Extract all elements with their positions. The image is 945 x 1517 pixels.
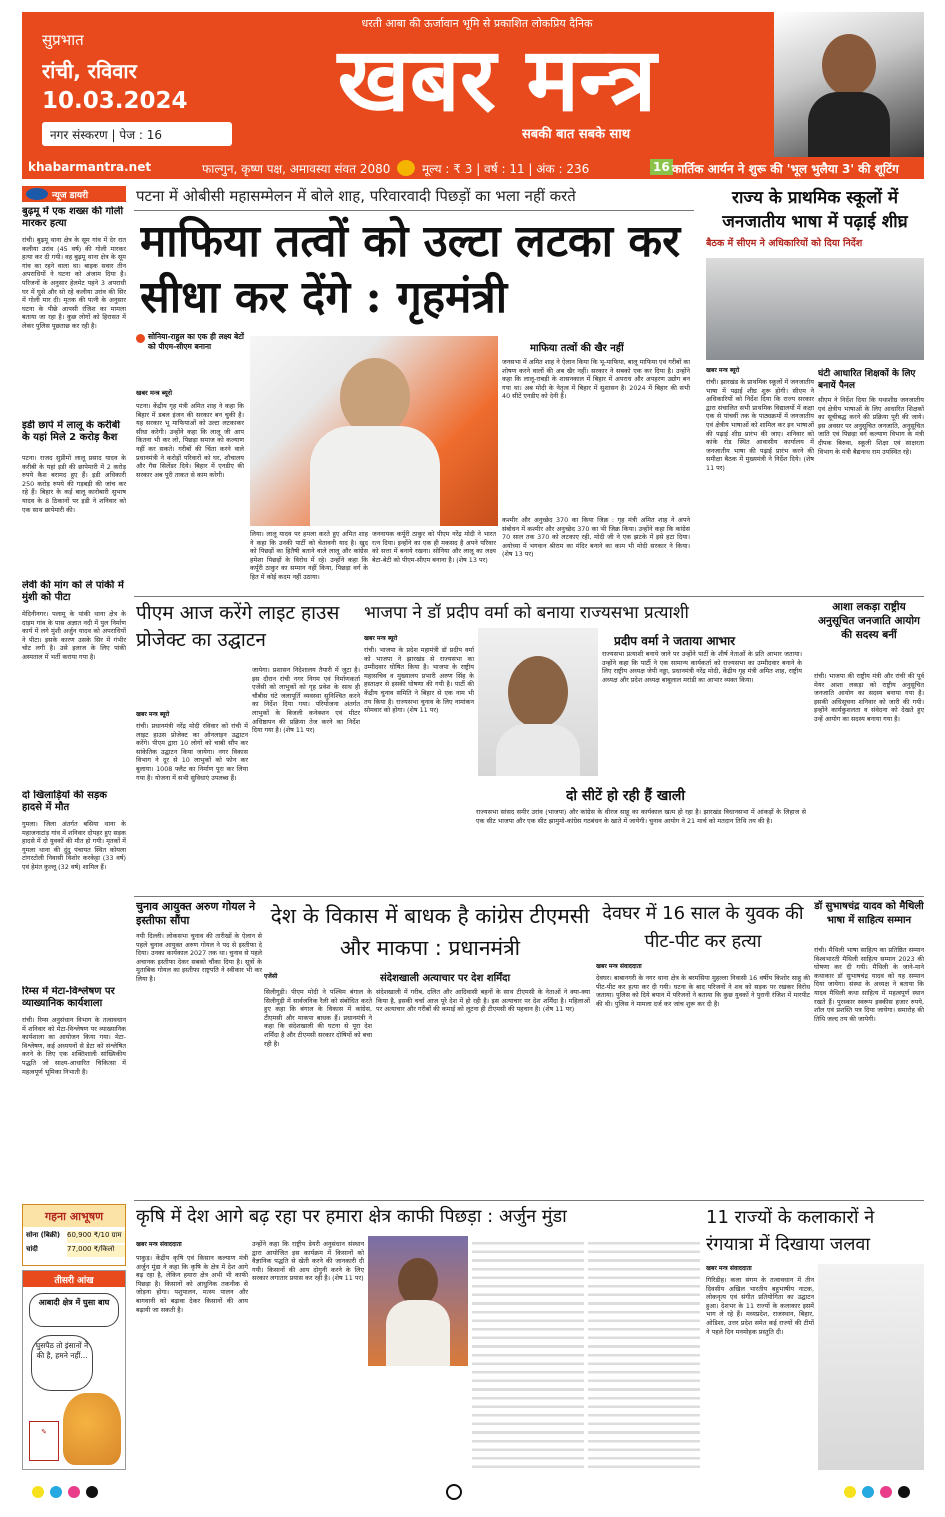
lighthouse-byline: खबर मन्त्र ब्यूरो: [136, 711, 170, 718]
lead-headline: माफिया तत्वों को उल्टा लटका कर सीधा कर देंगे : गृहमंत्री: [140, 216, 681, 323]
bullet-icon: [136, 334, 145, 343]
text-column-texture: [472, 1236, 584, 1470]
maithili-headline: डॉ सुभाषचंद्र यादव को मैथिली भाषा में साहित्य सम्मान: [814, 901, 924, 926]
cartoon-bubble-2: घुसपैठ तो इंसानों ने की है, हमने नहीं...: [31, 1335, 93, 1391]
divider: [134, 210, 694, 211]
gold-value: 60,900 ₹/10 ग्राम: [67, 1231, 125, 1243]
cartoon-signature: ✎: [29, 1421, 59, 1461]
globe-icon: [26, 188, 48, 200]
deoghar-text: देवघर। बाबानगरी के नगर थाना क्षेत्र के बरमसिया मुहल्ला निवासी 16 वर्षीय किशोर साहु की पीट-पीट कर हत्या कर दी गयी। घटना के बाद परिजनों ने शव को सड़क पर रखकर विरोध जताया। पुलिस को दिये बयान में परिजनों ने बताया कि कुछ युवकों ने पुरानी रंजिश में मारपीट की थी। पुलिस ने मामला दर्ज कर जांच शुरू कर दी है।: [596, 974, 810, 1008]
print-color-bar: [22, 1480, 924, 1504]
mafia-box-title: माफिया तत्वों की खैर नहीं: [530, 343, 624, 354]
congress-text: सिलीगुड़ी। पीएम मोदी ने पश्चिम बंगाल के सिलीगुड़ी में सार्वजनिक रैली को संबोधित करते हुए कहा कि बंगाल के विकास में कांग्रेस, टीएमसी और माकपा बाधक हैं। प्रधानमंत्री ने कहा कि संदेशखाली की घटना से पूरा देश शर्मिंदा है और टीएमसी सरकार दोषियों को बचा रही है।: [264, 988, 372, 1048]
artists-text: गिरिडीह। कला संगम के तत्वावधान में तीन दिवसीय अखिल भारतीय बहुभाषीय नाटक, लोकनृत्य एवं संगीत प्रतियोगिता का उद्घाटन हुआ। देशभर के 11 राज्यों के कलाकार इसमें भाग ले रहे हैं। मध्यप्रदेश, राजस्थान, बिहार, ओडिशा, उत्तर प्रदेश समेत कई राज्यों की टीमों ने पहले दिन मनमोहक प्रस्तुति दी।: [706, 1276, 814, 1336]
bjp-subhead: दो सीटें हो रही हैं खाली: [566, 788, 686, 804]
pages-badge: 16: [650, 159, 673, 175]
artists-headline: 11 राज्यों के कलाकारों ने रंगयात्रा में दिखाया जलवा: [706, 1207, 875, 1255]
bjp-headline: भाजपा ने डॉ प्रदीप वर्मा को बनाया राज्यसभा प्रत्याशी: [364, 603, 689, 623]
diary-item3-headline: लेवी की मांग को ले पांकी में मुंशी को पीटा: [22, 580, 124, 603]
silver-label: चांदी: [26, 1245, 38, 1253]
registration-mark-icon: [446, 1484, 462, 1500]
edition-label: नगर संस्करण | पेज : 16: [42, 122, 232, 146]
arjun-byline: खबर मन्त्र संवाददाता: [136, 1241, 182, 1248]
lighthouse-headline: पीएम आज करेंगे लाइट हाउस प्रोजेक्ट का उद्घाटन: [136, 602, 340, 651]
logo-badge-icon: [397, 160, 415, 176]
divider: [134, 896, 924, 897]
divider: [134, 1200, 924, 1201]
school-byline: खबर मन्त्र ब्यूरो: [706, 367, 740, 374]
lead-col2: लिया। लालू यादव पर हमला करते हुए अमित शाह ने कहा कि उनकी पार्टी को चेतावनी याद है। खुद को पिछड़ों का हितैषी बताने वाले लालू और कांग्रेस हमेशा पिछड़ों के विरोध में रहे। उन्होंने कहा कि कर्पूरी ठाकुर का सम्मान नहीं किया, पिछड़ा वर्ग के हित में कोई कदम नहीं उठाया।: [250, 530, 368, 581]
masthead: [22, 12, 924, 157]
election-text: नयी दिल्ली। लोकसभा चुनाव की तारीखों के ऐलान से पहले चुनाव आयुक्त अरुण गोयल ने पद से इस्तीफा दे दिया। उनका कार्यकाल 2027 तक था। चुनाव से पहले अचानक इस्तीफा देकर सबको चौंका दिया है। सूत्रों के मुताबिक गोयल का इस्तीफा राष्ट्रपति ने स्वीकार भी कर लिया है।: [136, 932, 262, 983]
diary-item2-headline: इडी छापे में लालू के करीबी के यहां मिले 2 करोड़ कैश: [22, 420, 121, 443]
lead-byline: खबर मन्त्र ब्यूरो: [136, 389, 173, 397]
lighthouse-text2: जायेगा। प्रशासन निदेशालय तैयारी में जुटा है। इस दौरान रांची नगर निगम एवं निर्माणकर्ता एजेंसी को लाभुकों को गृह प्रवेश के साथ ही चौबीस घंटे जलापूर्ति व्यवस्था सुनिश्चित करने का निर्देश दिया गया। परियोजना अंतर्गत लाभुकों के बिजली कनेक्शन एवं मीटर अधिष्ठापन की प्रक्रिया तेज करने का निर्देश दिया गया है। (शेष 11 पर): [252, 666, 360, 735]
school-text: रांची। झारखंड के प्राथमिक स्कूलों में जनजातीय भाषा में पढ़ाई शीघ्र शुरू होगी। सीएम ने अधिकारियों को निर्देश दिया कि राज्य सरकार द्वारा संचालित सभी प्राथमिक विद्यालयों में कक्षा एक से पांचवीं तक के पाठ्यक्रमों में जनजातीय एवं क्षेत्रीय भाषाओं को शामिल कर इन भाषाओं की पढ़ाई शीघ्र प्रारंभ की जाए। शनिवार को कांके रोड स्थित आवासीय कार्यालय में जनजातीय भाषा की पढ़ाई प्रारंभ करने की समीक्षा बैठक में मुख्यमंत्री ने निर्देश दिये। (शेष 11 पर): [706, 378, 814, 472]
diary-item2-text: पटना। राजद सुप्रीमो लालू प्रसाद यादव के करीबी के यहां इडी की छापेमारी में 2 करोड़ रुपये कैश बरामद हुए हैं। इडी अधिकारी 250 करोड़ रुपये की गड़बड़ी की जांच कर रहे हैं। बिहार के कई बालू कारोबारी सुभाष यादव के 8 ठिकानों पर इडी ने शनिवार को एक साथ छापेमारी की।: [22, 454, 126, 514]
diary-item5-text: रांची। रिम्स अनुसंधान विभाग के तत्वावधान में शनिवार को मेटा-विश्लेषण पर व्याख्यानिक कार्यशाला का आयोजन किया गया। मेटा-विश्लेषण, कई अध्ययनों से डेटा को संश्लेषित करने के लिए एक शक्तिशाली सांख्यिकीय पद्धति जो साक्ष्य-आधारित चिकित्सा में महत्वपूर्ण भूमिका निभाती है।: [22, 1016, 126, 1076]
aasha-text: रांची। भाजपा की राष्ट्रीय मंत्री और रांची की पूर्व मेयर आशा लकड़ा को राष्ट्रीय अनुसूचित जनजाति आयोग का सदस्य बनाया गया है। इसकी अधिसूचना शनिवार को जारी की गयी। इन्होंने कार्यकुशलता व संवेदना को देखते हुए उन्हें आयोग का सदस्य बनाया गया है।: [814, 672, 924, 723]
school-headline: राज्य के प्राथमिक स्कूलों में जनजातीय भाषा में पढ़ाई शीघ्र: [722, 188, 908, 232]
lead-col1: पटना। केंद्रीय गृह मंत्री अमित शाह ने कहा कि बिहार में डबल इंजन की सरकार बन चुकी है। यह सरकार भू माफियाओं को उल्टा लटकाकर सीधा करेगी। उन्होंने कहा कि लालू जी आप कितना भी कर लो, पिछड़ा समाज को कल्याण नहीं कर सकते। गरीबों की चिंता करने वाले प्रधानमंत्री ने करोड़ों परिवारों को घर, शौचालय और गैस सिलेंडर दिये। बिहार में एनडीए की सरकार अब पूरी ताकत से काम करेगी।: [136, 402, 244, 479]
calendar-text: फाल्गुन, कृष्ण पक्ष, अमावस्या संवत 2080: [202, 162, 391, 176]
bjp-box-text: राज्यसभा प्रत्याशी बनाये जाने पर उन्होंने पार्टी के शीर्ष नेताओं के प्रति आभार जताया। उन्होंने कहा कि पार्टी ने एक सामान्य कार्यकर्ता को राज्यसभा का उम्मीदवार बनाने के लिए राष्ट्रीय अध्यक्ष जेपी नड्डा, प्रधानमंत्री नरेंद्र मोदी, केंद्रीय गृह मंत्री अमित शाह, राष्ट्रीय अध्यक्ष और प्रदेश अध्यक्ष बाबूलाल मरांडी का आभार व्यक्त किया।: [602, 650, 802, 684]
greeting: सुप्रभात: [42, 31, 84, 49]
cartoon-label: तीसरी आंख: [23, 1271, 125, 1287]
bjp-byline: खबर मन्त्र ब्यूरो: [364, 635, 398, 642]
website-link[interactable]: khabarmantra.net: [28, 160, 152, 174]
lead-kicker: पटना में ओबीसी महासम्मेलन में बोले शाह, परिवारवादी पिछड़ों का भला नहीं करते: [136, 187, 576, 205]
slogan: सबकी बात सबके साथ: [522, 127, 630, 142]
lead-photo: [250, 336, 498, 526]
arjun-photo: [368, 1236, 468, 1366]
issue-date: 10.03.2024: [42, 88, 188, 114]
diary-item1-text: रांची। बुढ़मू थाना क्षेत्र के सूम गांव में देर रात कलीया उरांव (45 वर्ष) की गोली मारकर हत्या कर दी गयी। वह बुढ़मू थाना क्षेत्र के सूम गांव का रहने वाला था। बाइक सवार तीन अपराधियों ने घटना को अंजाम दिया है। परिजनों के अनुसार हेलमेट पहने 3 अपराधी घर में घुसे और सो रहे कलीया उरांव की सिर में गोली मार दी। मृतक की पत्नी के अनुसार घटना के पीछे आपसी रंजिश का मामला बताया जा रहा है। कुछ लोगों को हिरासत में लेकर पुलिस पूछताछ कर रही है।: [22, 236, 126, 330]
candidate-photo: [478, 628, 598, 776]
diary-item4-headline: दो खिलाड़ियों की सड़क हादसे में मौत: [22, 790, 107, 813]
bjp-subtext: राज्यसभा सांसद समीर उरांव (भाजपा) और कांग्रेस के धीरज साहू का कार्यकाल खत्म हो रहा है। झारखंड विधानसभा में आंकड़ों के लिहाज से एक सीट भाजपा और एक सीट झामुमो-कांग्रेस गठबंधन के खाते में जायेगी। चुनाव आयोग ने 21 मार्च को मतदान तिथि तय की है।: [476, 808, 806, 825]
cartoon-bubble-1: आबादी क्षेत्र में घुसा बाघ: [29, 1293, 119, 1327]
divider: [134, 596, 924, 597]
place-day: रांची, रविवार: [42, 59, 137, 83]
school-subhead: बैठक में सीएम ने अधिकारियों को दिया निर्देश: [706, 238, 863, 249]
maithili-text: रांची। मैथिली भाषा साहित्य का प्रतिष्ठित सम्मान विश्वभारती मैथिली साहित्य सम्मान 2023 की घोषणा कर दी गयी। मैथिली के जाने-माने कथाकार डॉ सुभाषचंद्र यादव को यह सम्मान दिया जायेगा। संस्था के अध्यक्ष ने बताया कि यादव मैथिली कथा साहित्य में महत्वपूर्ण स्थान रखते हैं। पुरस्कार स्वरूप इक्कीस हजार रुपये, शॉल एवं प्रशस्ति पत्र दिया जायेगा। समारोह की तिथि जल्द तय की जायेगी।: [814, 946, 924, 1023]
artists-column-texture: [818, 1264, 924, 1470]
diary-item1-headline: बुढ़मू में एक शख्स की गोली मारकर हत्या: [22, 206, 124, 229]
silver-value: 77,000 ₹/किलो: [67, 1245, 125, 1257]
text-column-texture: [588, 1236, 700, 1470]
deoghar-headline: देवघर में 16 साल के युवक की पीट-पीट कर हत्या: [602, 903, 804, 952]
lead-col3: जननायक कर्पूरी ठाकुर को पीएम नरेंद्र मोदी ने भारत रत्न दिया। इन्होंने का एक ही मकसद है अपने परिवार को सत्ता में बनाये रखना। सोनिया और लालू का लक्ष्य बेटा-बेटी को पीएम-सीएम बनाना है। (शेष 13 पर): [372, 530, 496, 564]
diary-item3-text: मेदिनीनगर। पलामू के पांकी थाना क्षेत्र के दाड़म गांव के पास अज्ञात नदी में पुल निर्माण कार्य में लगे मुंशी अर्जुन यादव को अपराधियों ने पीटा। इसके कारण उसके सिर में गंभीर चोट लगी है। उसे इलाज के लिए पांकी अस्पताल में भर्ती कराया गया है।: [22, 610, 126, 661]
diary-item4-text: गुमला। जिला अंतर्गत बसिया थाना के महाजनाटांड़ गांव में शनिवार दोपहर हुए सड़क हादसे में दो युवकों की मौत हो गयी। मृतकों में गुमला थाना की दुंदु पंचायत स्थित कोयला टांगरटोली निवासी विशोर करकेट्टा (33 वर्ष) एवं हेमंत कुल्लू (32 वर्ष) शामिल हैं।: [22, 820, 126, 871]
tiger-illustration: [63, 1393, 121, 1465]
artists-byline: खबर मन्त्र संवाददाता: [706, 1265, 752, 1272]
arjun-headline: कृषि में देश आगे बढ़ रहा पर हमारा क्षेत्र काफी पिछड़ा : अर्जुन मुंडा: [136, 1206, 567, 1227]
gold-rates-box: [22, 1204, 126, 1266]
promo-text: कार्तिक आर्यन ने शुरू की 'भूल भुलैया 3' की शूटिंग: [672, 162, 899, 176]
newspaper-title: खबर मन्त्र: [337, 27, 657, 131]
cartoon-box: [22, 1270, 126, 1470]
teacher-panel-text: सीएम ने निर्देश दिया कि यथाशीघ्र जनजातीय एवं क्षेत्रीय भाषाओं के लिए आधारित शिक्षकों का सूचीबद्ध करने की प्रक्रिया पूरी की जाये। इस अवसर पर अनुसूचित जनजाति, अनुसूचित जाति एवं पिछड़ा वर्ग कल्याण विभाग के मंत्री दीपक बिरुवा, स्कूली शिक्षा एवं साक्षरता विभाग के मंत्री बैद्यनाथ राम उपस्थित रहे।: [818, 396, 924, 456]
price-text: मूल्य : ₹ 3 | वर्ष : 11 | अंक : 236: [422, 162, 590, 176]
deoghar-byline: खबर मन्त्र संवाददाता: [596, 963, 642, 970]
aasha-headline: आशा लकड़ा राष्ट्रीय अनुसूचित जनजाति आयोग की सदस्य बनीं: [818, 601, 920, 641]
bjp-box-title: प्रदीप वर्मा ने जताया आभार: [614, 634, 736, 648]
info-strip: [22, 157, 924, 179]
teacher-panel-headline: घंटी आधारित शिक्षकों के लिए बनायें पैनल: [818, 369, 916, 391]
gold-label: सोना (बिक्री): [26, 1231, 61, 1239]
masthead-tagline: धरती आबा की ऊर्जावान भूमि से प्रकाशित लोकप्रिय दैनिक: [361, 17, 593, 30]
arjun-caption: [368, 1372, 468, 1470]
lead-pointer: सोनिया-राहुल का एक ही लक्ष्य बेटों को पीएम-सीएम बनाना: [148, 332, 244, 351]
congress-byline: एजेंसी: [264, 973, 278, 980]
kashmir-text: कश्मीर और अनुच्छेद 370 का किया जिक्र : गृह मंत्री अमित शाह ने अपने संबोधन में कश्मीर और अनुच्छेद 370 का भी जिक्र किया। उन्होंने कहा कि कांग्रेस 70 साल तक 370 को लटकाए रही, मोदी जी ने एक झटके में इसे हटा दिया। अयोध्या में भगवान श्रीराम का मंदिर बनाने का काम भी मोदी सरकार ने किया। (शेष 13 पर): [502, 516, 690, 559]
congress-text2: संदेशखाली में गरीब, दलित और आदिवासी बहनों के साथ टीएमसी के नेताओं ने क्या-क्या किया है, इसकी चर्चा आज पूरे देश में हो रही है। इस अत्याचार पर देश शर्मिंदा है। महिलाओं पर अत्याचार और गरीबों की कमाई को लूटना ही टीएमसी की पहचान है। (शेष 11 पर): [376, 988, 590, 1014]
arjun-text: पाकुड़। केंद्रीय कृषि एवं किसान कल्याण मंत्री अर्जुन मुंडा ने कहा कि कृषि के क्षेत्र में देश आगे बढ़ रहा है, लेकिन हमारा क्षेत्र अभी भी काफी पिछड़ा है। किसानों को आधुनिक तकनीक से जोड़ना होगा। पशुपालन, मत्स्य पालन और बागवानी को बढ़ावा देकर किसानों की आय बढ़ायी जा सकती है।: [136, 1254, 248, 1314]
bjp-text: रांची। भाजपा के प्रदेश महामंत्री डॉ प्रदीप वर्मा को भाजपा ने झारखंड से राज्यसभा का उम्मीदवार घोषित किया है। भाजपा के राष्ट्रीय महासचिव व मुख्यालय प्रभारी अरुण सिंह के हस्ताक्षर से इसकी घोषणा की गयी है। पार्टी की केंद्रीय चुनाव समिति ने बिहार से एक नाम भी तय किया है। राज्यसभा चुनाव के लिए नामांकन सोमवार को होगा। (शेष 11 पर): [364, 646, 474, 715]
news-diary-label: न्यूज डायरी: [22, 186, 126, 202]
congress-subhead: संदेशखाली अत्याचार पर देश शर्मिंदा: [380, 973, 511, 984]
congress-headline: देश के विकास में बाधक है कांग्रेस टीएमसी और माकपा : प्रधानमंत्री: [270, 904, 590, 960]
cm-meeting-photo: [706, 258, 924, 360]
arjun-text2: उन्होंने कहा कि राष्ट्रीय डेयरी अनुसंधान संस्थान द्वारा आयोजित इस कार्यक्रम में किसानों को वैज्ञानिक पद्धति से खेती करने की जानकारी दी गयी। किसानों की आय दोगुनी करने के लिए सरकार लगातार प्रयास कर रही है। (शेष 11 पर): [252, 1240, 364, 1283]
news-diary: [22, 186, 126, 1196]
diary-item5-headline: रिम्स में मेटा-विश्लेषण पर व्याख्यानिक कार्यशाला: [22, 986, 115, 1009]
lighthouse-text: रांची। प्रधानमंत्री नरेंद्र मोदी रविवार को रांची में लाइट हाउस प्रोजेक्ट का ऑनलाइन उद्घाटन करेंगे। पीएम द्वारा 10 लोगों को चाबी सौंप कर सांकेतिक उद्घाटन किया जायेगा। नगर विकास विभाग ने दूर से 10 लाभुकों को फोन कर बुलाया। 1008 फ्लैट का निर्माण पूरा कर लिया गया है। योजना में सभी सुविधाएं उपलब्ध हैं।: [136, 722, 248, 782]
mafia-box: [500, 336, 690, 590]
mafia-box-text: जनसभा में अमित शाह ने ऐलान किया कि भू-माफिया, बालू माफिया एवं गरीबों का शोषण करने वालों की अब खैर नहीं। सरकार ने सबको एक कर दिया है। उन्होंने कहा कि लालू-राबड़ी के शासनकाल में बिहार में अपराध और अपहरण उद्योग बन गया था। अब मोदी के नेतृत्व में बिहार में सुशासन है। 2024 में बिहार की सभी 40 सीटें एनडीए को देनी हैं।: [502, 358, 690, 401]
jeweller-brand: गहना आभूषण: [23, 1205, 125, 1227]
promo-actor-photo: [774, 12, 924, 157]
election-headline: चुनाव आयुक्त अरुण गोयल ने इस्तीफा सौंपा: [136, 900, 256, 927]
